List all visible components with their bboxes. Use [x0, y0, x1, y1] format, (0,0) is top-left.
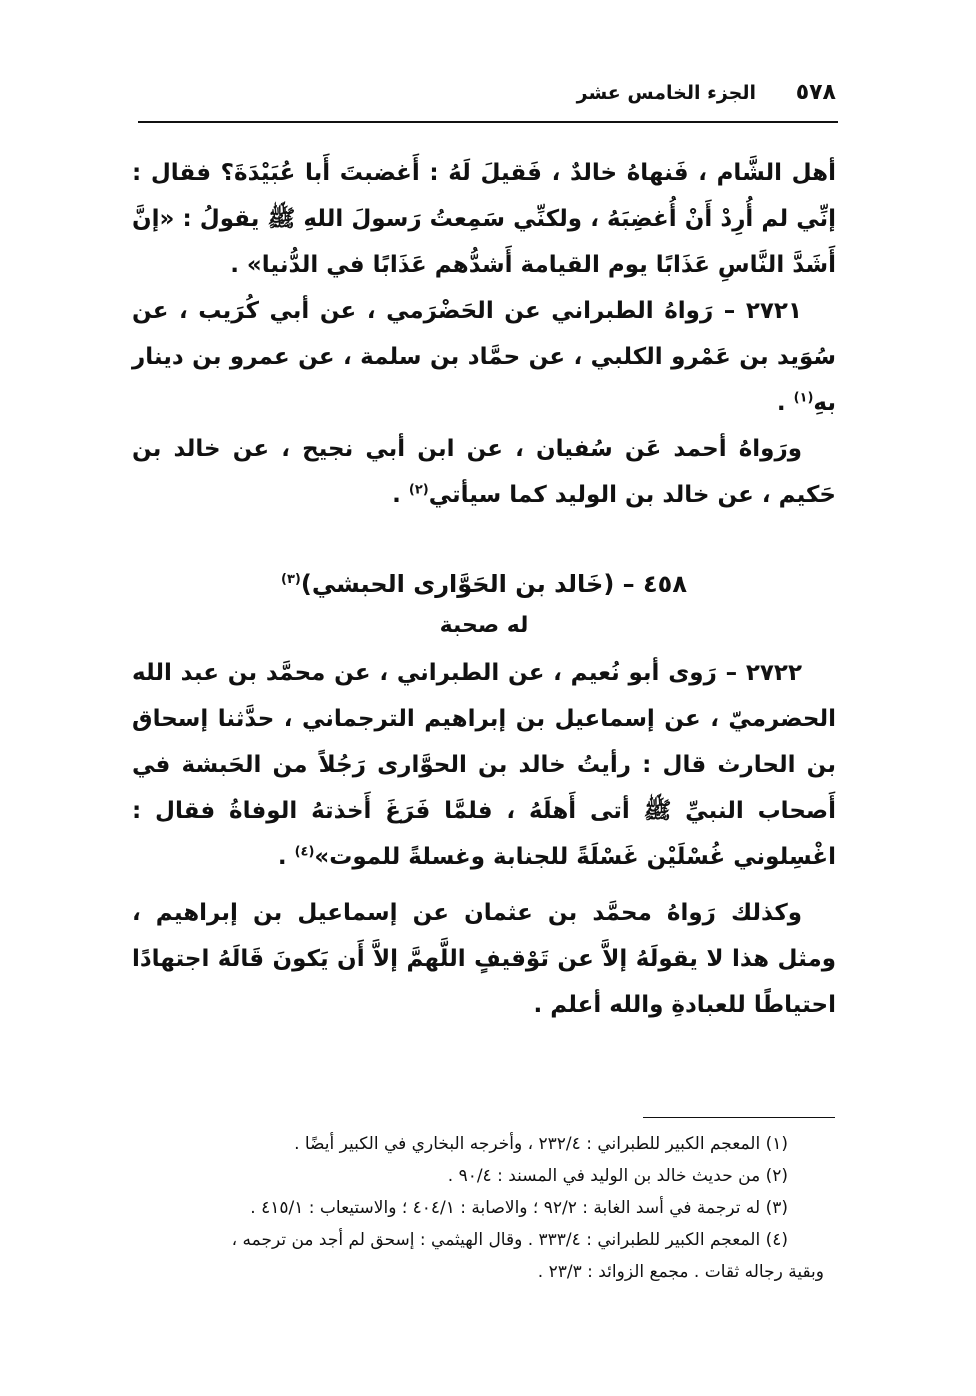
- footnote-ref: (٣): [281, 572, 301, 587]
- paragraph-text: ٢٧٢١ – رَواهُ الطبراني عن الحَضْرَمي ، عن أبي كُرَيب ، عن سُوَيد بن عَمْرو الكلبي ، عن حمَّاد بن سلمة ، عن عمرو بن دينار بهِ: [132, 298, 836, 416]
- paragraph-continuation: [132, 150, 836, 288]
- volume-title: الجزء الخامس عشر: [576, 82, 756, 104]
- footnote-ref: (٢): [408, 482, 429, 498]
- footnote-3: (٣) له ترجمة في أسد الغابة : ٩٢/٢ ؛ والاصابة : ٤٠٤/١ ؛ والاستيعاب : ٤١٥/١ .: [250, 1198, 788, 1218]
- footnote-1: (١) المعجم الكبير للطبراني : ٢٣٢/٤ ، وأخرجه البخاري في الكبير أيضًا .: [294, 1134, 788, 1154]
- paragraph-commentary: [132, 890, 836, 1028]
- footnote-ref: (٤): [294, 844, 315, 860]
- footnote-4: (٤) المعجم الكبير للطبراني : ٣٣٣/٤ . وقال الهيثمي : إسحق لم أجد من ترجمه ،: [231, 1230, 788, 1250]
- paragraph-ahmad-narration: [132, 426, 836, 518]
- main-text: [132, 150, 836, 1028]
- section-heading-text: ٤٥٨ – (خَالد بن الحَوَّارى الحبشي): [300, 570, 687, 598]
- paragraph-end: .: [392, 482, 409, 508]
- paragraph-end: .: [776, 390, 794, 416]
- paragraph-text: أهل الشَّام ، فَنهاهُ خالدٌ ، فَقيلَ لَهُ : أَغضبتَ أَبا عُبَيْدَةَ؟ فقال : إنِّي لم أُرِدْ أَنْ أُغضِبَهُ ، ولكنِّي سَمِعتُ رَسولَ اللهِ ﷺ يقولُ : «إنَّ أَشَدَّ النَّاسِ عَذَابًا يوم القيامة أَشدُّهم عَذَابًا في الدُّنيا» .: [132, 160, 836, 278]
- footnote-rule: [643, 1117, 835, 1118]
- footnote-2: (٢) من حديث خالد بن الوليد في المسند : ٩٠/٤ .: [447, 1166, 788, 1186]
- section-subheading: له صحبة: [439, 613, 529, 638]
- page-number: ٥٧٨: [795, 80, 836, 105]
- paragraph-text: وكذلك رَواهُ محمَّد بن عثمان عن إسماعيل بن إبراهيم ، ومثل هذا لا يقولَهُ إلاَّ عن تَوْقيفٍ اللَّهمَّ إلاَّ أَن يَكونَ قَالَهُ اجتهادًا احتياطًا للعبادةِ والله أعلم .: [132, 900, 836, 1018]
- paragraph-end: .: [277, 844, 295, 870]
- paragraph-text: ٢٧٢٢ – رَوى أبو نُعيم ، عن الطبراني ، عن محمَّد بن عبد الله الحضرميّ ، عن إسماعيل بن إبراهيم الترجماني ، حدَّثنا إسحاق بن الحارث قال : رأيتُ خالد بن الحوَّارى رَجُلاً من الحَبشة في أَصحاب النبيِّ ﷺ أتى أَهلَهُ ، فلمَّا فَرَغَ أَخذتهُ الوفاةُ فقال : اغْسِلوني غُسْلَيْن غَسْلَةً للجنابة وغسلةً للموت»: [132, 660, 836, 870]
- running-header: [142, 80, 836, 116]
- section-heading: [132, 562, 836, 606]
- footnote-ref: (١): [793, 390, 814, 406]
- hadith-2721: [132, 288, 836, 426]
- footnotes: [140, 1128, 836, 1288]
- header-rule: [138, 121, 838, 123]
- footnote-4-continuation: وبقية رجاله ثقات . مجمع الزوائد : ٢٣/٣ .: [537, 1262, 824, 1282]
- paragraph-text: ورَواهُ أحمد عَن سُفيان ، عن ابن أبي نجيح ، عن خالد بن حَكيم ، عن خالد بن الوليد كما سيأتي: [132, 436, 836, 508]
- hadith-2722: [132, 650, 836, 880]
